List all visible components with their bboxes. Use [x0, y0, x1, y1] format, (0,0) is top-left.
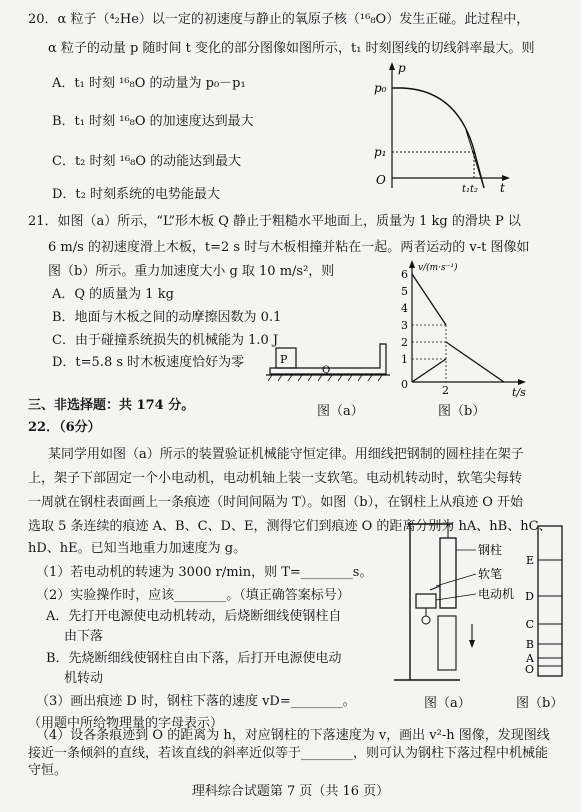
q22-mark-d: D — [525, 590, 534, 603]
q21-option-b: B．地面与木板之间的动摩擦因数为 0.1 — [52, 310, 282, 325]
q22-fig-b-caption: 图（b） — [516, 696, 564, 711]
q21-option-c: C．由于碰撞系统损失的机械能为 1.0 J — [52, 333, 279, 348]
q21-line-1: 21．如图（a）所示，“L”形木板 Q 静止于粗糙水平地面上，质量为 1 kg 的滑块 P 以 — [28, 214, 521, 229]
q20-tangent-line — [466, 130, 484, 188]
q21-fig-b-graph — [394, 256, 544, 398]
q21-y-tick-1: 1 — [401, 353, 408, 366]
q21-y-ticks — [401, 268, 408, 391]
q20-p-axis-arrow — [389, 62, 395, 70]
q21-y-tick-6: 6 — [401, 268, 408, 281]
q22-option-a-line-2: 由下落 — [64, 629, 104, 644]
q22-mark-c: C — [525, 618, 534, 631]
q21-t-axis-arrow — [518, 379, 526, 385]
q22-label-soft-pen: 软笔 — [478, 567, 503, 581]
q20-momentum-graph — [362, 60, 512, 195]
q21-y-tick-0: 0 — [401, 378, 408, 391]
q21-x-tick-2: 2 — [442, 384, 449, 397]
q20-option-d: D．t₂ 时刻系统的电势能最大 — [52, 187, 220, 202]
q22-trace-labels — [525, 554, 535, 676]
q22-line-3: 一周就在钢柱表面画上一条痕迹（时间间隔为 T）。如图（b），在钢柱上从痕迹 O 开始 — [28, 495, 524, 510]
q22-label-steel-column: 钢柱 — [478, 543, 503, 557]
q21-p-velocity-line — [412, 274, 446, 325]
q22-trace-lines — [538, 560, 562, 666]
q21-fig-a — [266, 342, 396, 392]
q21-q-velocity-line-before — [412, 359, 446, 382]
q22-fig-a-caption: 图（a） — [424, 696, 471, 711]
q21-option-d: D．t=5.8 s 时木板速度恰好为零 — [52, 355, 245, 370]
page-footer: 理科综合试题第 7 页（共 16 页） — [191, 784, 390, 799]
q21-label-p: P — [280, 353, 288, 366]
q22-mark-e: E — [525, 554, 534, 567]
q22-option-a-line-1: A．先打开电源使电动机转动，后烧断细线使钢柱自 — [46, 609, 342, 624]
q22-apparatus-figure — [390, 520, 570, 690]
q20-line-2: α 粒子的动量 p 随时间 t 变化的部分图像如图所示，t₁ 时刻图线的切线斜率最大。则 — [48, 41, 535, 56]
q20-momentum-curve — [392, 88, 484, 188]
q22-option-b-line-2: 机转动 — [64, 671, 104, 686]
q21-dashed-guides — [412, 325, 446, 382]
q21-line-3: 图（b）所示。重力加速度大小 g 取 10 m/s²，则 — [48, 264, 335, 279]
q22-number: 22．（6分） — [28, 420, 101, 435]
q22-marked-column — [538, 526, 562, 676]
q20-label-p1: p₁ — [374, 145, 387, 159]
q22-option-b-line-1: B．先烧断细线使钢柱自由下落，后打开电源使电动 — [46, 651, 342, 666]
q22-line-4: 选取 5 条连续的痕迹 A、B、C、D、E，测得它们到痕迹 O 的距离分别为 hA、hB、hC、 — [28, 519, 552, 534]
q22-line-2: 上，架子下部固定一个小电动机，电动机轴上装一支软笔。电动机转动时，软笔尖每转 — [28, 471, 523, 486]
section-3-heading: 三、非选择题：共 174 分。 — [28, 398, 195, 413]
q20-option-a: A．t₁ 时刻 ¹⁶₈O 的动量为 p₀－p₁ — [52, 76, 246, 91]
q22-mark-b: B — [525, 638, 534, 651]
q21-fig-a-caption: 图（a） — [317, 404, 364, 419]
q21-combined-velocity-line — [446, 342, 504, 382]
q22-motor — [416, 594, 436, 608]
q20-label-p0: p₀ — [374, 81, 387, 95]
q20-option-c: C．t₂ 时刻 ¹⁶₈O 的动能达到最大 — [52, 154, 242, 169]
q20-option-b: B．t₁ 时刻 ¹⁶₈O 的加速度达到最大 — [52, 114, 254, 129]
q21-y-tick-3: 3 — [401, 319, 408, 332]
q22-fall-arrow-head — [469, 640, 475, 648]
q20-label-origin: O — [376, 173, 386, 187]
q21-v-axis-arrow — [409, 260, 415, 268]
q21-y-tick-4: 4 — [401, 302, 408, 315]
q20-label-t1t2: t₁t₂ — [462, 184, 479, 195]
q21-y-tick-2: 2 — [401, 336, 408, 349]
q22-line-1: 某同学用如图（a）所示的装置验证机械能守恒定律。用细线把钢制的圆柱挂在架子 — [48, 447, 524, 462]
q22-sub4-line-3: 守恒。 — [28, 763, 68, 778]
q21-label-q: Q — [322, 365, 331, 376]
q20-label-p: p — [398, 61, 406, 75]
q22-lower-sleeve — [438, 616, 456, 670]
q22-line-5: hD、hE。已知当地重力加速度为 g。 — [28, 541, 247, 556]
q22-sub3-note: （用题中所给物理量的字母表示） — [28, 716, 224, 731]
q22-mark-a: A — [526, 652, 534, 665]
q21-option-a: A．Q 的质量为 1 kg — [52, 287, 174, 302]
q22-soft-pen — [430, 586, 440, 590]
q21-fig-b-caption: 图（b） — [438, 404, 486, 419]
q22-mark-o: O — [524, 663, 534, 676]
q22-sub1: （1）若电动机的转速为 3000 r/min，则 T=________s。 — [36, 565, 373, 580]
q20-line-1: 20．α 粒子（⁴₂He）以一定的初速度与静止的氧原子核（¹⁶₈O）发生正碰。此过程中， — [28, 12, 530, 27]
q22-motor-wheel — [422, 616, 430, 624]
q21-y-tick-5: 5 — [401, 285, 408, 298]
q22-label-motor: 电动机 — [478, 587, 515, 601]
q21-line-2: 6 m/s 的初速度滑上木板，t=2 s 时与木板相撞并粘在一起。两者运动的 v-t 图像如 — [48, 240, 530, 255]
q22-sub4-line-1: （4）设各条痕迹到 O 的距离为 h，对应钢柱的下落速度为 v，画出 v²-h 图像，发现图线 — [36, 728, 550, 743]
q22-sub3: （3）画出痕迹 D 时，钢柱下落的速度 vD=________。 — [36, 694, 356, 709]
q22-sub2: （2）实验操作时，应该________。（填正确答案标号） — [36, 588, 350, 603]
q20-label-t: t — [500, 181, 505, 195]
q21-y-axis-label: v/(m·s⁻¹) — [418, 263, 458, 273]
q21-x-axis-label: t/s — [512, 386, 526, 398]
q22-sub4-line-2: 接近一条倾斜的直线，若该直线的斜率近似等于________，则可认为钢柱下落过程中机械能 — [28, 746, 549, 761]
